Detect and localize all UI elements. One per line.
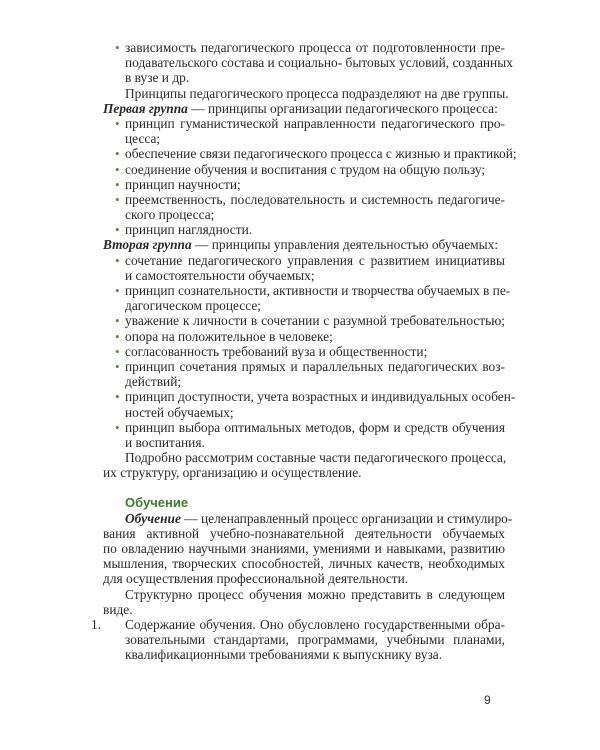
list-item: • соединение обучения и воспитания с трудом на общую пользу; (115, 161, 486, 177)
text-line: вания активной учебно-познавательной деятельности обучаемых (103, 525, 505, 541)
bullet-icon: • (115, 313, 120, 329)
list-item: • принцип научности; (115, 176, 241, 192)
list-item: • зависимость педагогического процесса от подготовленности пре- (115, 40, 505, 55)
spacer (103, 480, 505, 495)
text-line: подавательского состава и социально- бытовых условий, созданных (125, 55, 513, 71)
text-line: по овладению научными знаниями, умениями и навыками, развитию (103, 541, 505, 556)
group-heading-2: Вторая группа — принципы управления деятельностью обучаемых: (103, 237, 499, 253)
text-line: ностей обучаемых; (125, 404, 234, 420)
text-line: мышления, творческих способностей, личных качеств, необходимых (103, 556, 505, 572)
section-heading: Обучение (125, 495, 189, 511)
bullet-icon: • (115, 40, 120, 55)
list-item: • принцип наглядности. (115, 222, 253, 238)
text-line: Принципы педагогического процесса подразделяют на две группы. (125, 85, 509, 101)
list-item: • принцип доступности, учета возрастных и индивидуальных особен- (115, 389, 516, 405)
bullet-icon: • (115, 161, 120, 177)
text-line: и воспитания. (125, 434, 205, 450)
bullet-icon: • (115, 115, 120, 131)
text-line: в вузе и др. (125, 70, 190, 86)
bullet-icon: • (115, 343, 120, 359)
bullet-icon: • (115, 176, 120, 192)
text-line: для осуществления профессиональной деятельности. (103, 571, 409, 587)
text-line: и самостоятельности обучаемых; (125, 267, 315, 283)
list-item: • обеспечение связи педагогического процесса с жизнью и практикой; (115, 146, 517, 162)
bullet-icon: • (115, 283, 120, 298)
text-line: цесса; (125, 131, 161, 147)
bullet-icon: • (115, 146, 120, 162)
numbered-item: 1. Содержание обучения. Оно обусловлено государственными обра- (91, 616, 505, 632)
list-item: • принцип гуманистической направленности педагогического про- (115, 115, 505, 131)
text-line: дагогическом процессе; (125, 298, 262, 314)
definition-line: Обучение — целенаправленный процесс организации и стимулиро- (125, 510, 513, 526)
text-line: Структурно процесс обучения можно представить в следующем (125, 586, 505, 602)
list-item: • опора на положительное в человеке; (115, 328, 333, 344)
bullet-icon: • (115, 389, 120, 405)
group-heading-1: Первая группа — принципы организации педагогического процесса: (103, 100, 498, 116)
text-line: виде. (103, 601, 133, 617)
item-number: 1. (91, 616, 102, 632)
bullet-icon: • (115, 222, 120, 238)
text-line: квалификационными требованиями к выпускнику вуза. (125, 647, 443, 663)
bullet-icon: • (115, 419, 120, 435)
bullet-icon: • (115, 191, 120, 207)
list-item: • принцип сочетания прямых и параллельных педагогических воз- (115, 358, 505, 374)
bullet-icon: • (115, 252, 120, 268)
page-body (91, 40, 517, 663)
bullet-icon: • (115, 358, 120, 374)
page-number: 9 (484, 693, 491, 707)
list-item: • преемственность, последовательность и системность педагогиче- (115, 191, 505, 207)
text-line: действий; (125, 374, 182, 390)
text-line: ского процесса; (125, 207, 215, 223)
text-line: их структуру, организацию и осуществление. (103, 465, 362, 481)
list-item: • согласованность требований вуза и общественности; (115, 343, 428, 359)
bullet-icon: • (115, 328, 120, 344)
text-line: Подробно рассмотрим составные части педагогического процесса, (125, 450, 507, 466)
list-item: • принцип выбора оптимальных методов, форм и средств обучения (115, 419, 505, 435)
list-item: • сочетание педагогического управления с развитием инициативы (115, 252, 505, 268)
list-item: • принцип сознательности, активности и творчества обучаемых в пе- (115, 283, 511, 298)
text-line: зовательными стандартами, программами, учебными планами, (125, 632, 505, 648)
list-item: • уважение к личности в сочетании с разумной требовательностью; (115, 313, 505, 329)
